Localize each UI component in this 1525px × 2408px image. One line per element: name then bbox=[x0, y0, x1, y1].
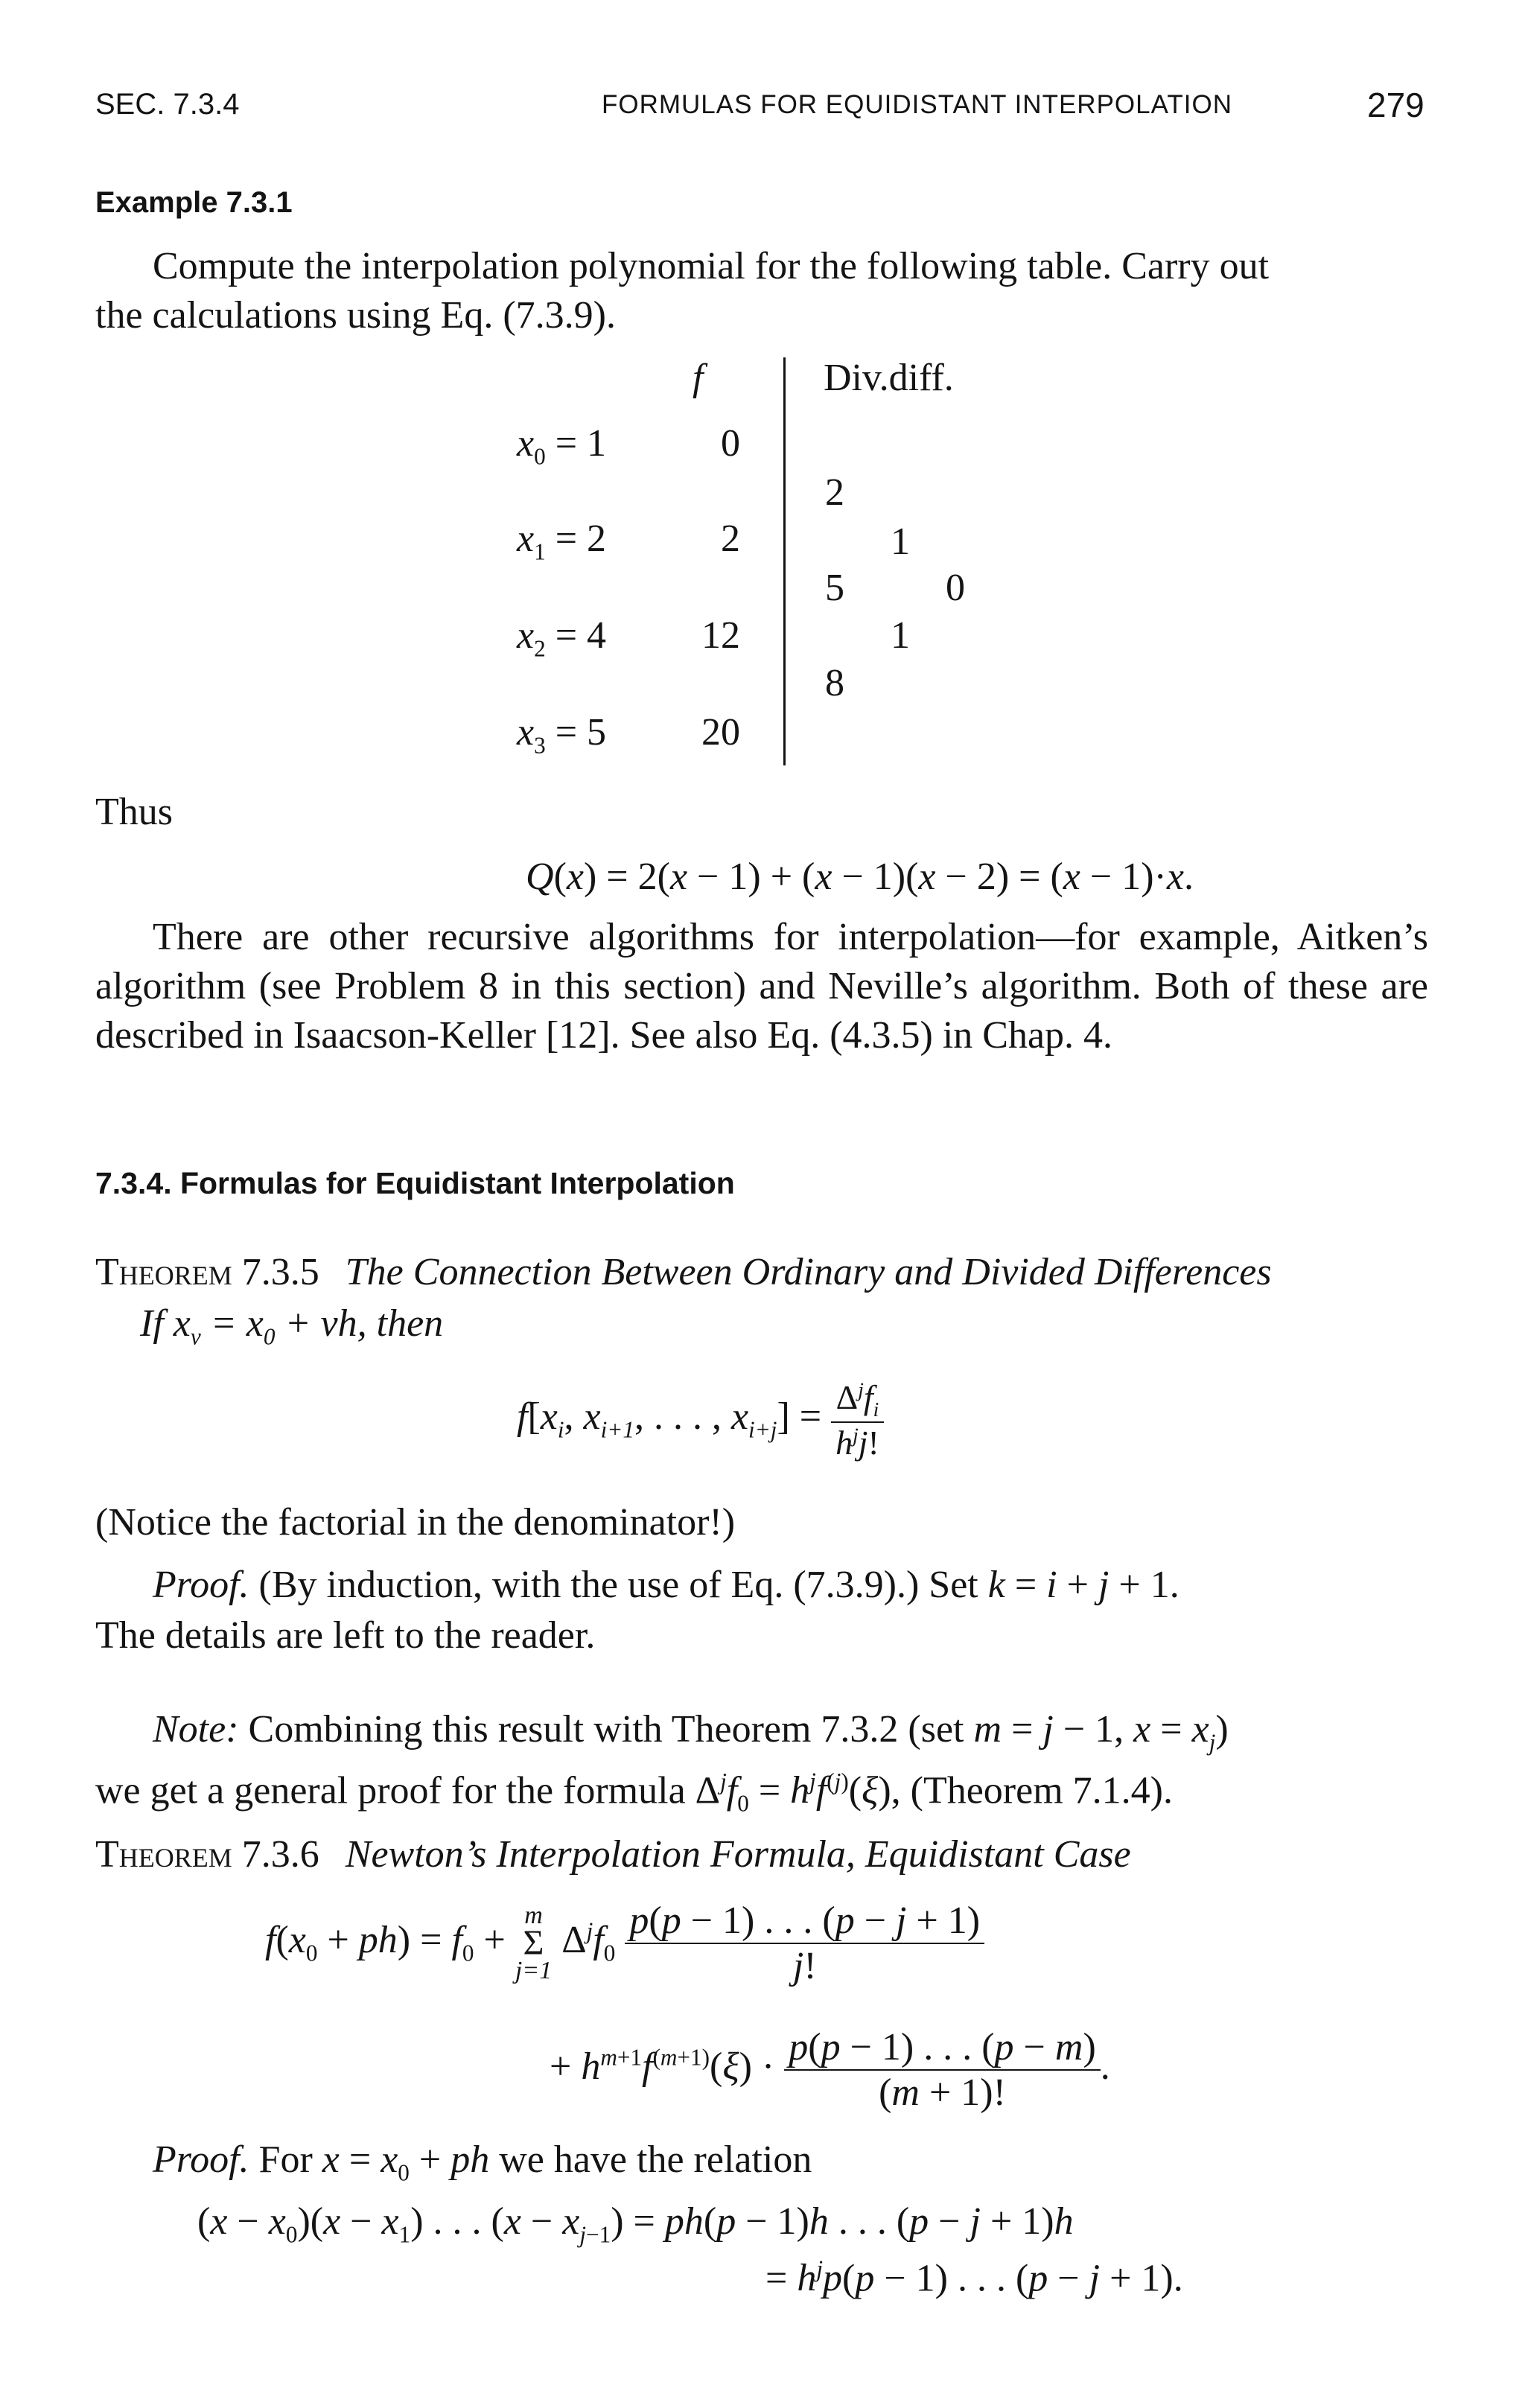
table-x0: $x_0 = 1$ bbox=[517, 422, 607, 470]
table-header-divdiff: Div.diff. bbox=[824, 357, 954, 399]
table-dd2-0: 1 bbox=[891, 520, 910, 563]
theorem-7-3-5-condition: If $x_\nu = x_0 + \nu h$, then bbox=[140, 1302, 444, 1350]
table-header-f: f bbox=[693, 357, 704, 399]
theorem-7-3-6-heading bbox=[95, 1830, 1131, 1879]
table-f0: 0 bbox=[721, 422, 740, 465]
theorem-7-3-5-title: The Connection Between Ordinary and Divided Differences bbox=[345, 1251, 1272, 1293]
table-divider bbox=[783, 357, 786, 765]
table-f1: 2 bbox=[721, 517, 740, 560]
table-f3: 20 bbox=[701, 711, 740, 754]
proof-7-3-5-line2: The details are left to the reader. bbox=[95, 1614, 596, 1657]
factorial-notice: (Notice the factorial in the denominator!) bbox=[95, 1501, 736, 1544]
theorem-7-3-6-title: Newton’s Interpolation Formula, Equidistant Case bbox=[345, 1833, 1131, 1876]
example-text-line1: Compute the interpolation polynomial for the following table. Carry out bbox=[153, 245, 1270, 287]
theorem-7-3-5-heading bbox=[95, 1248, 1272, 1297]
theorem-7-3-5-label: Theorem 7.3.5 bbox=[95, 1251, 319, 1293]
table-dd3-0: 0 bbox=[946, 567, 965, 609]
page-number: 279 bbox=[1367, 86, 1424, 124]
relation-line1: $(x - x_0)(x - x_1)$ . . . $(x - x_{j-1}) = ph(p - 1)h$ . . . (p − j + 1)h bbox=[197, 2200, 1074, 2248]
table-x1: $x_1 = 2$ bbox=[517, 517, 607, 565]
table-f2: 12 bbox=[701, 614, 740, 657]
newton-formula-line2: + $h^{m+1}f^{(m+1)}(\xi)$ · $\frac{p(p - 1) . . . (p - m)}{(m + 1)!}$ . bbox=[550, 2026, 1110, 2114]
table-x2: $x_2 = 4$ bbox=[517, 614, 607, 662]
note-line1: Note: Combining this result with Theorem 7.3.2 (set m = j − 1, $x = x_j$) bbox=[153, 1708, 1229, 1756]
running-title: FORMULAS FOR EQUIDISTANT INTERPOLATION bbox=[602, 90, 1232, 119]
proof-7-3-5-line1: Proof. (By induction, with the use of Eq. (7.3.9).) Set k = i + j + 1. bbox=[153, 1564, 1179, 1606]
section-number: SEC. 7.3.4 bbox=[95, 88, 240, 121]
example-heading: Example 7.3.1 bbox=[95, 186, 293, 219]
recursive-algorithms-paragraph: There are other recursive algorithms for interpolation—for example, Aitken’s algorithm (see Problem 8 in this section) and Neville’s algorithm. Both of these are described in Isaacson-Keller [12]. See also Eq. (4.3.5) in Chap. 4. bbox=[95, 916, 1428, 1057]
sum-upper-limit: m bbox=[524, 1902, 543, 1929]
q-formula: Q(x) = 2(x − 1) + (x − 1)(x − 2) = (x − 1)·x. bbox=[526, 856, 1194, 898]
sum-lower-limit: j=1 bbox=[515, 1957, 553, 1984]
example-text-line2: the calculations using Eq. (7.3.9). bbox=[95, 294, 616, 337]
table-x3: $x_3 = 5$ bbox=[517, 711, 607, 759]
divided-difference-formula: $f[x_i$, $x_{i+1}$, . . . , $x_{i+j}$] = $\frac{\Delta^jf_i}{h^jj!}$ bbox=[517, 1377, 884, 1462]
theorem-7-3-6-label: Theorem 7.3.6 bbox=[95, 1833, 319, 1876]
section-heading: 7.3.4. Formulas for Equidistant Interpolation bbox=[95, 1166, 735, 1200]
table-dd1-0: 2 bbox=[825, 471, 844, 514]
proof-7-3-6-line: Proof. For $x = x_0$ + ph we have the relation bbox=[153, 2138, 812, 2186]
table-dd2-1: 1 bbox=[891, 614, 910, 657]
note-line2: we get a general proof for the formula $\Delta^jf_0 = h^jf^{(j)}(\xi)$, (Theorem 7.1.4). bbox=[95, 1768, 1173, 1817]
newton-formula-line1: $f(x_0 + ph) = f_0$ + m Σ j=1 $\Delta^jf_0$ $\frac{p(p - 1) . . . (p - j + 1)}{j!}$ bbox=[265, 1899, 984, 1988]
table-dd1-2: 8 bbox=[825, 662, 844, 704]
relation-line2: = $h^jp(p - 1)$ . . . (p − j + 1). bbox=[765, 2256, 1183, 2300]
table-dd1-1: 5 bbox=[825, 567, 844, 609]
thus-label: Thus bbox=[95, 791, 173, 833]
